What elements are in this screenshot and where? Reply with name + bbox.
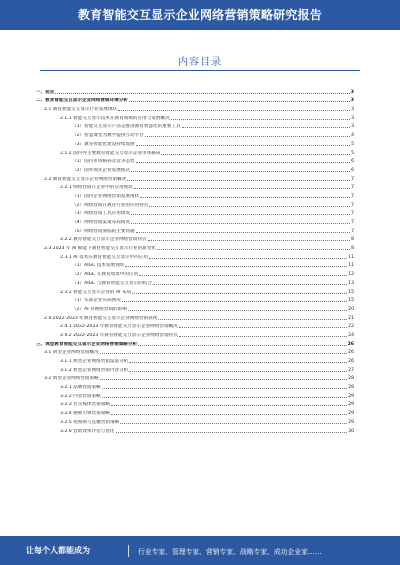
toc-leader-dots [125,266,347,267]
toc-entry-title: 2.2.1 网络营销在企业中的应用现状 [60,185,133,191]
toc-leader-dots [171,119,350,120]
toc-entry[interactable] [36,156,354,165]
toc-entry[interactable] [36,182,354,191]
toc-entry[interactable] [36,95,354,104]
toc-entry-title: （5）网络营销面临的主要问题 [72,228,135,234]
toc-entry[interactable] [36,103,354,112]
toc-page-number: 28 [348,376,354,382]
toc-entry[interactable] [36,260,354,269]
toc-entry-title: （4）网络营销渠道布局情况 [72,220,131,225]
toc-entry[interactable] [36,121,354,130]
toc-entry[interactable] [36,86,354,95]
toc-entry[interactable] [36,286,354,295]
toc-leader-dots [120,423,347,424]
toc-page-number: 3 [351,115,354,121]
toc-entry[interactable] [36,164,354,173]
toc-entry[interactable] [36,173,354,182]
toc-leader-dots [116,432,348,433]
toc-entry-title: （2）网络营销在教育行业的应用特点 [72,202,149,208]
toc-page-number: 7 [351,228,354,234]
toc-entry-title: 2.1 教育智能交互显示行业发展现状 [44,107,118,113]
toc-leader-dots [149,206,350,207]
toc-leader-dots [179,336,347,337]
toc-entry-title: 3.2 典型企业网络营销策略 [44,376,99,382]
toc-page-number: 7 [351,211,354,217]
toc-leader-dots [148,240,350,241]
toc-entry[interactable] [36,373,354,382]
toc-entry-title: 3.2.5 短视频与直播营销策略 [60,419,120,425]
toc-page-number: 21 [348,315,354,321]
toc-page-number: 7 [351,202,354,208]
toc-leader-dots [145,136,350,137]
toc-entry-title: （1）国内企业网络营销发展现状 [72,193,140,199]
toc-entry-title: （2）智慧课堂为教学提供互动平台 [72,133,144,139]
toc-entry-title: 3.1.2 典型企业网络营销内容分析 [60,367,129,373]
toc-leader-dots [131,223,350,224]
toc-entry-title: 3.2.2 内容营销策略 [60,393,101,399]
toc-heading: 内容目录 [178,57,222,68]
toc-entry[interactable] [36,399,354,408]
toc-leader-dots [127,180,350,181]
report-title: 教育智能交互显示企业网络营销策略研究报告 [77,8,322,22]
toc-leader-dots [100,379,347,380]
toc-page-number: 7 [351,185,354,191]
toc-entry-title: 2.2.2 教育智能交互显示企业网络营销特点 [60,237,147,243]
toc-entry-title: 3.1 典型企业网络营销概况 [44,350,99,356]
toc-entry[interactable] [36,321,354,330]
toc-page-number: 11 [348,263,354,269]
toc-leader-dots [179,327,347,328]
header-bar [0,0,400,30]
footer-divider [128,545,129,557]
toc-entry[interactable] [36,425,354,434]
toc-entry[interactable] [36,208,354,217]
toc-page-number: 29 [348,393,354,399]
toc-page-number: 22 [348,324,354,330]
toc-page-number: 24 [348,332,354,338]
toc-leader-dots [102,388,347,389]
toc-leader-dots [102,397,347,398]
toc-entry[interactable] [36,355,354,364]
toc-page-number: 8 [351,237,354,243]
heading-divider [40,70,360,71]
toc-entry-title: 2.1.2 国内外主要教育智能交互显示企业市场格局 [60,150,161,156]
toc-entry-title: 2.1.1 智能交互显示技术在教育领域的应用与发展概况 [60,115,170,121]
toc-leader-dots [153,284,347,285]
toc-page-number: 4 [351,133,354,139]
toc-page-number: 27 [348,367,354,373]
toc-leader-dots [129,101,350,102]
toc-entry[interactable] [36,364,354,373]
toc-entry-title: （1）头部企业布局情况 [72,298,121,304]
toc-entry[interactable] [36,329,354,338]
toc-entry-title: 3.2.4 搜索引擎营销策略 [60,411,110,417]
toc-page-number: 28 [348,385,354,391]
toc-leader-dots [158,319,347,320]
toc-page-number: 5 [351,141,354,147]
toc-entry-title: 2.3 2023 年 AI 赋能下教育智能交互显示行业的新变化 [44,246,157,252]
toc-entry[interactable] [36,268,354,277]
table-of-contents [36,86,354,434]
toc-page-number: 11 [348,254,354,260]
toc-entry[interactable] [36,303,354,312]
toc-page-number: 3 [351,124,354,130]
toc-entry[interactable] [36,129,354,138]
toc-entry-title: （3）教育智能化建设持续发展 [72,141,135,147]
toc-entry-title: 3.2.6 营销效果评估与优化 [60,428,115,434]
toc-entry-title: 二、教育智能交互显示企业网络营销环境分析 [36,98,128,104]
toc-leader-dots [134,188,350,189]
toc-page-number: 6 [351,167,354,173]
toc-entry-title: 3.2.3 社交媒体营销策略 [60,402,110,408]
toc-leader-dots [118,110,350,111]
toc-leader-dots [55,93,349,94]
toc-leader-dots [128,310,347,311]
toc-page-number: 26 [348,359,354,364]
toc-entry[interactable] [36,277,354,286]
toc-page-number: 8 [351,246,354,252]
toc-entry[interactable] [36,199,354,208]
toc-entry-title: 2.4.2 2022-2023 年教育智能交互显示企业网络营销特点 [60,332,178,338]
toc-entry[interactable] [36,112,354,121]
footer-bar [0,536,400,565]
toc-page-number: 7 [351,176,354,182]
toc-entry-title: （2）AIGC 在教育场景中的应用 [72,272,139,278]
toc-leader-dots [140,197,350,198]
footer-brand: 让每个人都能成为 [26,546,90,555]
toc-page-number: 29 [348,411,354,417]
toc-page-number: 26 [348,350,354,356]
toc-page-number: 29 [348,419,354,425]
toc-entry[interactable] [36,347,354,356]
toc-leader-dots [136,145,350,146]
toc-entry[interactable] [36,147,354,156]
toc-page-number: 12 [348,272,354,278]
toc-leader-dots [157,249,350,250]
toc-entry[interactable] [36,242,354,251]
toc-page-number: 5 [351,150,354,156]
toc-page-number: 3 [351,107,354,113]
toc-entry[interactable] [36,312,354,321]
toc-leader-dots [131,171,350,172]
toc-entry-title: （1）国内市场格局及竞争态势 [72,159,135,165]
toc-leader-dots [111,414,347,415]
toc-page-number: 7 [351,220,354,225]
toc-entry-title: （1）智能交互显示产品是推进教育智慧化的重要工具 [72,124,181,130]
toc-leader-dots [136,162,350,163]
toc-leader-dots [136,232,350,233]
toc-entry[interactable] [36,416,354,425]
toc-entry-title: 2.3.2 智能交互显示企业的 AI 布局 [60,289,132,295]
toc-leader-dots [131,214,350,215]
toc-page-number: 3 [350,89,354,95]
toc-entry-title: （2）国外领先企业发展模式 [72,167,131,173]
toc-entry[interactable] [36,295,354,304]
toc-entry-title: 一、前言 [36,89,55,95]
footer-slogan: 行业专家、管理专家、营销专家、战略专家、成功企业家…… [138,548,322,556]
toc-page-number: 3 [350,98,354,104]
toc-entry-title: 三、典型教育智能交互显示企业网络营销策略分析 [36,341,138,347]
toc-entry[interactable] [36,216,354,225]
toc-entry-title: （1）AIGC 技术发展现状 [72,263,125,269]
toc-leader-dots [111,405,347,406]
toc-page-number: 13 [348,280,354,286]
toc-page-number: 30 [348,428,354,434]
toc-entry[interactable] [36,390,354,399]
toc-leader-dots [129,362,347,363]
toc-entry-title: （3）AIGC 与教育智能交互显示的结合 [72,280,152,286]
toc-leader-dots [149,258,347,259]
toc-entry[interactable] [36,381,354,390]
toc-leader-dots [139,275,347,276]
toc-entry[interactable] [36,190,354,199]
toc-entry[interactable] [36,251,354,260]
toc-entry-title: 2.4 2022-2023 年教育智能交互显示企业网络营销表现 [44,315,158,321]
toc-entry-title: （3）网络营销工具应用情况 [72,211,131,217]
toc-page-number: 15 [348,298,354,304]
toc-leader-dots [129,371,347,372]
toc-page-number: 26 [347,341,354,347]
toc-entry-title: 2.3.1 AI 技术在教育智能交互显示中的应用 [60,254,149,260]
toc-page-number: 29 [348,402,354,408]
toc-entry-title: 2.4.1 2022-2023 年教育智能交互显示企业网络营销概况 [60,324,178,330]
toc-page-number: 6 [351,159,354,165]
toc-page-number: 20 [348,306,354,312]
toc-entry[interactable] [36,225,354,234]
toc-leader-dots [182,127,350,128]
toc-leader-dots [132,293,347,294]
toc-entry[interactable] [36,338,354,347]
toc-leader-dots [161,154,350,155]
toc-leader-dots [138,345,347,346]
toc-entry[interactable] [36,234,354,243]
toc-page-number: 15 [348,289,354,295]
toc-page-number: 7 [351,193,354,199]
toc-entry-title: 3.2.1 品牌营销策略 [60,385,101,391]
toc-entry[interactable] [36,407,354,416]
toc-leader-dots [100,353,347,354]
toc-entry-title: （2）AI 对网络营销的影响 [72,306,127,312]
toc-leader-dots [122,301,347,302]
toc-entry[interactable] [36,138,354,147]
toc-entry-title: 3.1.1 典型企业网络营销渠道分析 [60,359,129,364]
toc-entry-title: 2.2 教育智能交互显示企业网络营销概况 [44,176,127,182]
